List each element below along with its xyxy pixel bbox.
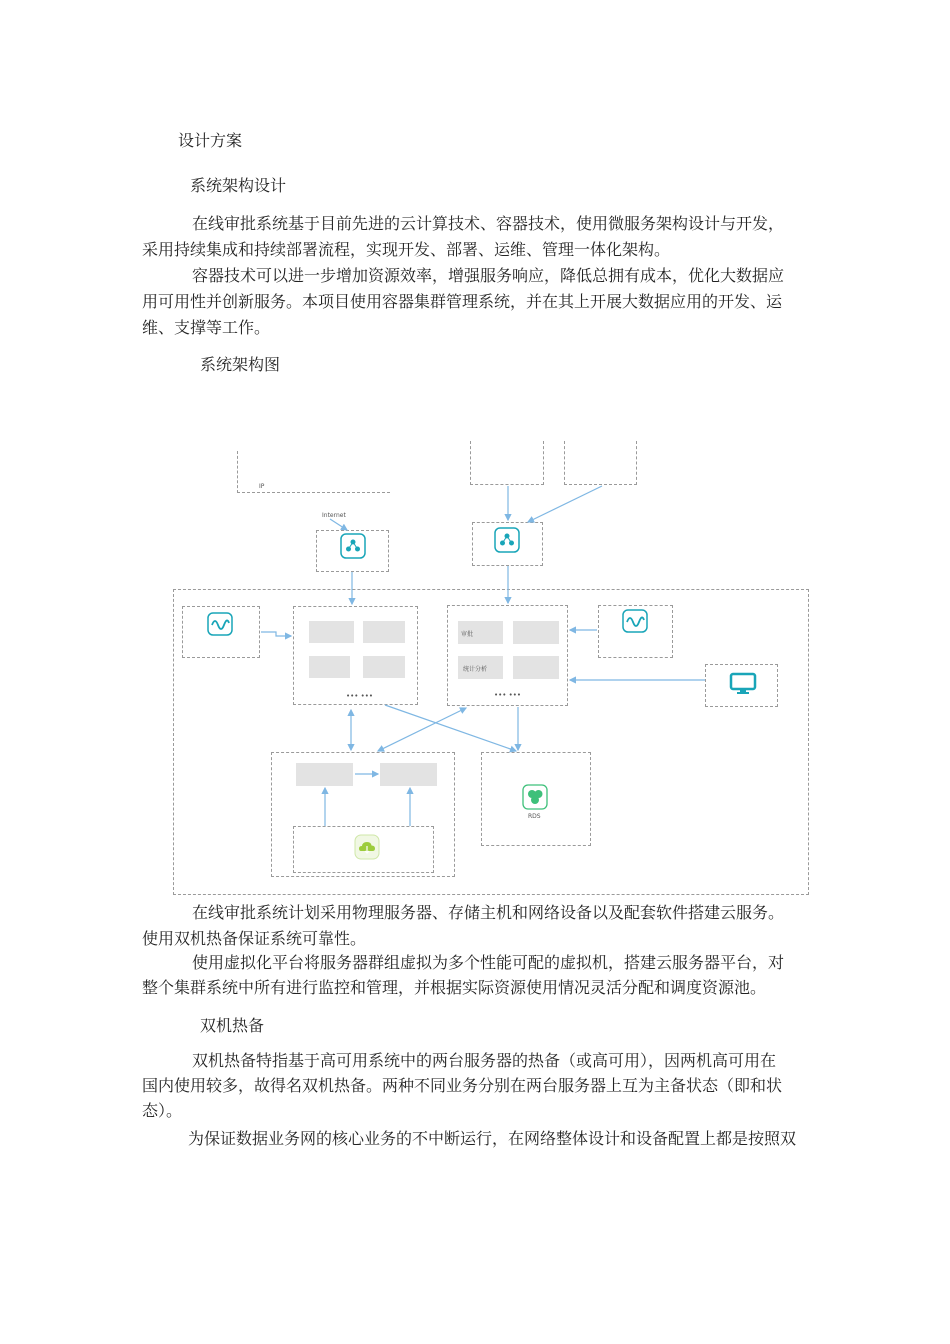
paragraph-1-line-1: 在线审批系统基于目前先进的云计算技术、容器技术，使用微服务架构设计与开发，: [192, 214, 785, 233]
paragraph-6-line-1: 为保证数据业务网的核心业务的不中断运行，在网络整体设计和设备配置上都是按照双: [188, 1129, 797, 1148]
paragraph-1-line-2: 采用持续集成和持续部署流程，实现开发、部署、运维、管理一体化架构。: [142, 240, 671, 259]
heading-system-architecture-design: 系统架构设计: [190, 176, 287, 195]
heading-design-plan: 设计方案: [178, 131, 243, 150]
heading-dual-hot-standby: 双机热备: [200, 1016, 265, 1035]
stats-service-label: 统计分析: [463, 666, 488, 673]
approve-service-label: 审批: [461, 631, 474, 638]
paragraph-2-line-2: 用可用性并创新服务。本项目使用容器集群管理系统，并在其上开展大数据应用的开发、运: [142, 292, 783, 311]
paragraph-2-line-1: 容器技术可以进一步增加资源效率，增强服务响应，降低总拥有成本，优化大数据应: [192, 266, 785, 285]
paragraph-3-line-2: 使用双机热备保证系统可靠性。: [142, 929, 367, 948]
arrow-left-servers-rds: [385, 705, 516, 751]
paragraph-5-line-1: 双机热备特指基于高可用系统中的两台服务器的热备（或高可用），因两机高可用在: [192, 1051, 777, 1070]
server-group-left-dots: ••• •••: [346, 692, 373, 700]
paragraph-5-line-2: 国内使用较多，故得名双机热备。两种不同业务分别在两台服务器上互为主备状态（即和状: [142, 1076, 783, 1095]
rds-label: RDS: [528, 813, 541, 820]
arrow-top-right-to-lb: [528, 486, 602, 522]
internet-label: Internet: [322, 512, 346, 519]
server-group-right-dots: ••• •••: [494, 691, 521, 699]
arrow-left-monitor-to-servers: [261, 632, 291, 636]
arrow-right-servers-storage: [378, 708, 466, 751]
paragraph-5-line-3: 态）。: [142, 1101, 183, 1120]
paragraph-3-line-1: 在线审批系统计划采用物理服务器、存储主机和网络设备以及配套软件搭建云服务。: [192, 903, 785, 922]
top-left-box-label: IP: [259, 483, 265, 490]
paragraph-4-line-1: 使用虚拟化平台将服务器群组虚拟为多个性能可配的虚拟机，搭建云服务器平台，对: [192, 953, 785, 972]
heading-system-architecture-diagram: 系统架构图: [200, 355, 281, 374]
paragraph-2-line-3: 维、支撑等工作。: [142, 318, 271, 337]
paragraph-4-line-2: 整个集群系统中所有进行监控和管理，并根据实际资源使用情况灵活分配和调度资源池。: [142, 978, 767, 997]
arrow-internet-to-lb: [330, 519, 347, 530]
